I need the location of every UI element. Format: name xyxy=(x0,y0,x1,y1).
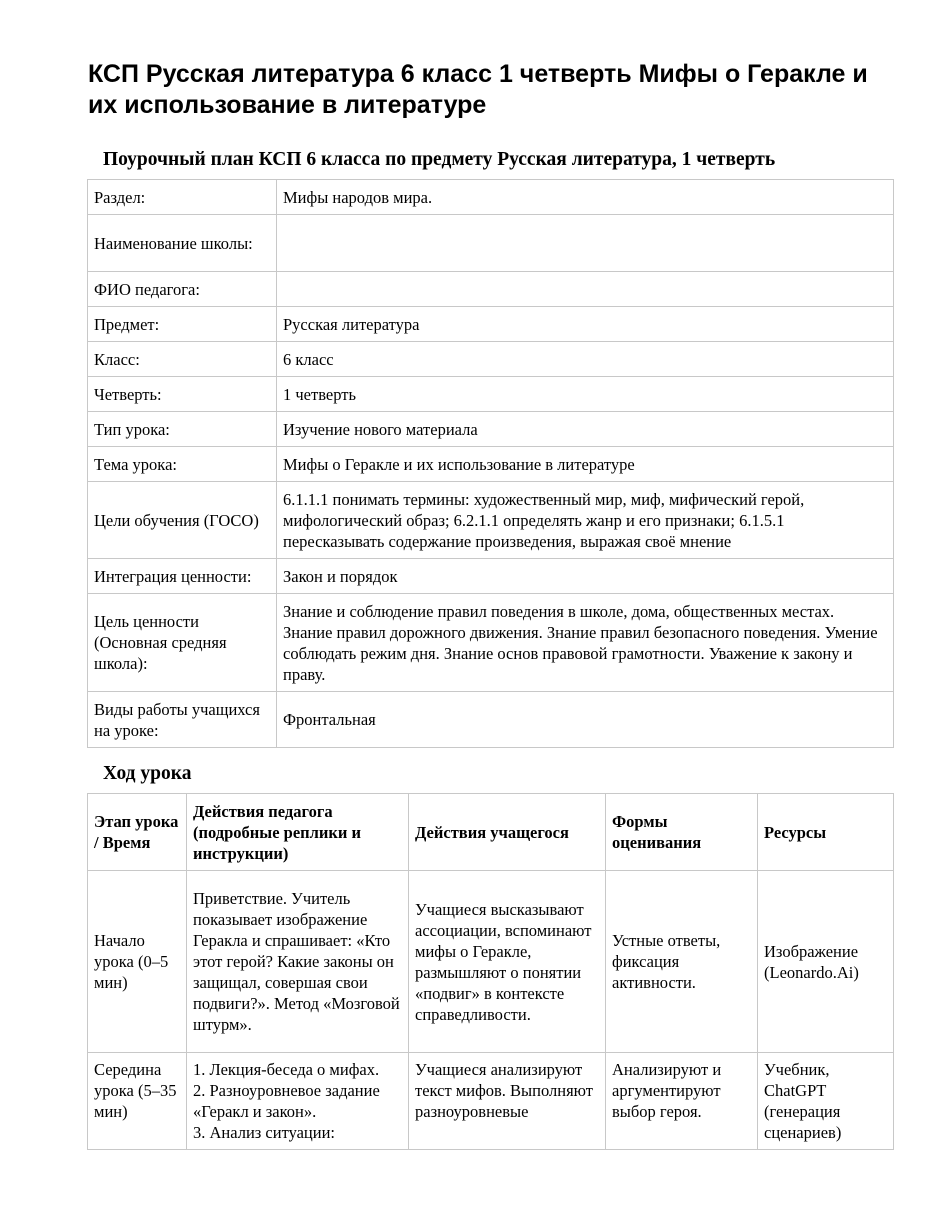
student-actions-cell: Учащиеся анализируют текст мифов. Выполняют разноуровневые xyxy=(409,1053,606,1150)
teacher-actions-cell: Приветствие. Учитель показывает изображение Геракла и спрашивает: «Кто этот герой? Какие законы он защищал, совершая свои подвиги?». Метод «Мозговой штурм». xyxy=(187,871,409,1053)
assessment-cell: Устные ответы, фиксация активности. xyxy=(606,871,758,1053)
lesson-info-table xyxy=(87,179,894,748)
row-value: 6 класс xyxy=(277,342,894,377)
table-row xyxy=(88,342,894,377)
table-row xyxy=(88,871,894,1053)
plan-heading: Поурочный план КСП 6 класса по предмету Русская литература, 1 четверть xyxy=(103,149,776,170)
stage-cell: Середина урока (5–35 мин) xyxy=(88,1053,187,1150)
table-row xyxy=(88,692,894,748)
row-label: Цели обучения (ГОСО) xyxy=(88,482,277,559)
lesson-flow-heading: Ход урока xyxy=(103,763,192,784)
row-value xyxy=(277,272,894,307)
header-student-actions: Действия учащегося xyxy=(409,794,606,871)
table-row xyxy=(88,412,894,447)
table-row xyxy=(88,482,894,559)
row-value: Закон и порядок xyxy=(277,559,894,594)
table-row xyxy=(88,559,894,594)
table-row xyxy=(88,272,894,307)
row-value: Русская литература xyxy=(277,307,894,342)
table-row xyxy=(88,377,894,412)
header-assessment: Формы оценивания xyxy=(606,794,758,871)
stage-cell: Начало урока (0–5 мин) xyxy=(88,871,187,1053)
header-teacher-actions: Действия педагога (подробные реплики и инструкции) xyxy=(187,794,409,871)
row-label: Виды работы учащихся на уроке: xyxy=(88,692,277,748)
table-row xyxy=(88,447,894,482)
header-resources: Ресурсы xyxy=(758,794,894,871)
row-label: Класс: xyxy=(88,342,277,377)
row-value: Фронтальная xyxy=(277,692,894,748)
row-value: Мифы народов мира. xyxy=(277,180,894,215)
row-label: Четверть: xyxy=(88,377,277,412)
teacher-action-line: 1. Лекция-беседа о мифах. xyxy=(193,1060,380,1079)
teacher-actions-cell xyxy=(187,1053,409,1150)
teacher-action-line: 3. Анализ ситуации: xyxy=(193,1123,335,1142)
table-header-row xyxy=(88,794,894,871)
row-value: Изучение нового материала xyxy=(277,412,894,447)
header-stage: Этап урока / Время xyxy=(88,794,187,871)
row-label: Интеграция ценности: xyxy=(88,559,277,594)
row-value: Знание и соблюдение правил поведения в школе, дома, общественных местах. Знание правил дорожного движения. Знание правил безопасного поведения. Умение соблюдать режим дня. Знание основ правовой грамотности. Уважение к закону и праву. xyxy=(277,594,894,692)
table-row xyxy=(88,180,894,215)
student-actions-cell: Учащиеся высказывают ассоциации, вспоминают мифы о Геракле, размышляют о понятии «подвиг» в контексте справедливости. xyxy=(409,871,606,1053)
row-label: Тип урока: xyxy=(88,412,277,447)
row-label: Предмет: xyxy=(88,307,277,342)
row-label: Цель ценности (Основная средняя школа): xyxy=(88,594,277,692)
document-title: КСП Русская литература 6 класс 1 четверть Мифы о Геракле и их использование в литературе xyxy=(88,60,868,119)
resources-cell: Изображение (Leonardo.Ai) xyxy=(758,871,894,1053)
row-value: 6.1.1.1 понимать термины: художественный мир, миф, мифический герой, мифологический образ; 6.2.1.1 определять жанр и его признаки; 6.1.5.1 пересказывать содержание произведения, выражая своё мнение xyxy=(277,482,894,559)
table-row xyxy=(88,307,894,342)
table-row xyxy=(88,594,894,692)
lesson-flow-table xyxy=(87,793,894,1150)
teacher-action-line: 2. Разноуровневое задание «Геракл и закон». xyxy=(193,1081,380,1121)
row-label: Наименование школы: xyxy=(88,215,277,272)
row-value xyxy=(277,215,894,272)
row-value: Мифы о Геракле и их использование в литературе xyxy=(277,447,894,482)
row-label: ФИО педагога: xyxy=(88,272,277,307)
row-value: 1 четверть xyxy=(277,377,894,412)
resources-cell: Учебник, ChatGPT (генерация сценариев) xyxy=(758,1053,894,1150)
table-row xyxy=(88,1053,894,1150)
table-row xyxy=(88,215,894,272)
assessment-cell: Анализируют и аргументируют выбор героя. xyxy=(606,1053,758,1150)
row-label: Тема урока: xyxy=(88,447,277,482)
row-label: Раздел: xyxy=(88,180,277,215)
